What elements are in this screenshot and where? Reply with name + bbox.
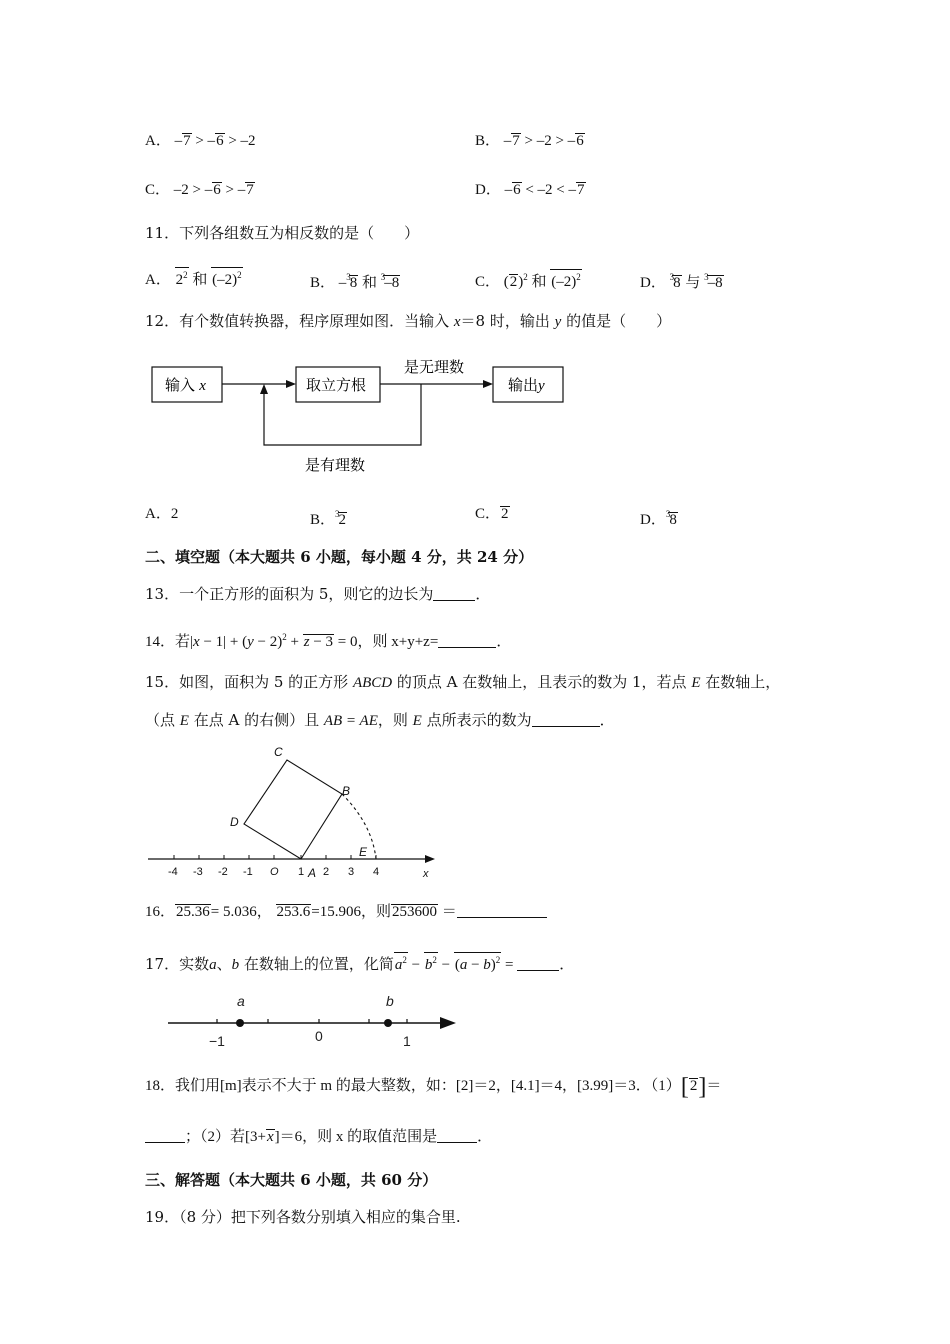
tick-label: 2 (323, 866, 330, 878)
rational-label: 是有理数 (305, 457, 366, 474)
arrow-head (260, 384, 268, 394)
point-b (384, 1019, 392, 1027)
answer-blank (438, 633, 496, 648)
arrow-head (286, 380, 296, 388)
tick-label: 1 (298, 866, 305, 878)
vertex-label-b: B (342, 784, 351, 798)
q10-option-b: B． –7 > –2 > –6 (475, 133, 584, 149)
tick-label: 3 (348, 866, 355, 878)
q11-option-d: D． $^3$8 与 $^3$–8 (640, 272, 723, 291)
q18-line1: 18．我们用[m]表示不大于 m 的最大整数，如：[2]＝2，[4.1]＝4，[3.99]＝3．（1）[2]＝ (145, 1074, 722, 1100)
q10-option-d: D． –6 < –2 < –7 (475, 182, 585, 198)
tick-label: 1 (403, 1033, 411, 1049)
q18-line2: ；（2）若[3+x]＝6，则 x 的取值范围是 ． (145, 1127, 492, 1147)
q11-option-b: B． –$^3$8 和 $^3$–8 (310, 272, 400, 291)
tick-label: −1 (209, 1033, 225, 1049)
q12-option-a: A．2 (145, 506, 179, 522)
tick-label: -2 (218, 866, 228, 878)
q11-stem: 11．下列各组数互为相反数的是（ ） (145, 224, 420, 242)
q12-stem: 12．有个数值转换器，程序原理如图．当输入 x＝8 时，输出 y 的值是（ ） (145, 312, 672, 330)
axis-var-label: x (423, 868, 429, 880)
q15-line1: 15．如图，面积为 5 的正方形 ABCD 的顶点 A 在数轴上，且表示的数为 1，若点 E 在数轴上， (145, 673, 781, 691)
q11-option-a: A． $2^2$ 和 $(-2)^2$ (145, 267, 243, 290)
q12-option-c: C．2 (475, 506, 509, 522)
vertex-label-d: D (230, 815, 239, 829)
q14: 14．若$|x - 1| + (y - 2)^2 + z - 3 = 0$，则 x+y+z= ． (145, 632, 512, 650)
origin-label: O (270, 866, 279, 878)
tick-label: 4 (373, 866, 380, 878)
ab-numberline-figure (160, 988, 470, 1050)
input-label: 输入 x (165, 377, 206, 394)
answer-blank (457, 903, 547, 918)
axis-arrow (440, 1017, 456, 1029)
section-title: 三、解答题（本大题共 6 小题，共 60 分） (145, 1171, 438, 1189)
option-label: B． (475, 133, 501, 149)
option-label: C． (145, 182, 171, 198)
vertex-label-c: C (274, 745, 283, 759)
process-label: 取立方根 (306, 377, 367, 394)
option-label: D． (475, 182, 501, 198)
tick-label: -3 (193, 866, 203, 878)
q11-option-c: C． $(2)^2$ 和 $(-2)^2$ (475, 267, 582, 292)
option-label: A． (145, 133, 171, 149)
answer-blank (532, 712, 600, 727)
section-title: 二、填空题（本大题共 6 小题，每小题 4 分，共 24 分） (145, 548, 534, 566)
answer-blank (433, 586, 475, 601)
answer-blank (437, 1128, 477, 1143)
square-numberline-figure (140, 740, 450, 880)
answer-blank (517, 956, 559, 971)
flowchart-diagram (140, 350, 580, 480)
irrational-label: 是无理数 (404, 359, 465, 376)
square-abcd (244, 760, 342, 859)
answer-blank (145, 1128, 185, 1143)
tick-label: 0 (315, 1028, 323, 1044)
point-label-e: E (359, 845, 368, 859)
arrow-head (483, 380, 493, 388)
point-label-a: a (237, 993, 245, 1009)
output-label: 输出y (508, 377, 545, 394)
q12-option-b: B．$^3$2 (310, 509, 347, 528)
point-label-b: b (386, 993, 394, 1009)
q19: 19．（8 分）把下列各数分别填入相应的集合里. (145, 1208, 461, 1226)
tick-label: -1 (243, 866, 253, 878)
tick-label: -4 (168, 866, 178, 878)
q13: 13．一个正方形的面积为 5，则它的边长为 ． (145, 585, 491, 603)
q10-option-c: C． –2 > –6 > –7 (145, 182, 254, 198)
vertex-label-a: A (308, 866, 317, 880)
q10-option-a: A． –7 > –6 > –2 (145, 133, 256, 149)
q15-line2: （点 E 在点 A 的右侧）且 AB = AE，则 E 点所表示的数为 ． (145, 711, 615, 729)
axis-arrow (425, 855, 435, 863)
q16: 16．25.36= 5.036， 253.6=15.906，则253600 ＝ (145, 902, 547, 922)
q17: 17．实数a、b 在数轴上的位置，化简$a^2 - b^2 - (a - b)^2$ = ． (145, 952, 574, 975)
q12-option-d: D．$^3$8 (640, 509, 677, 528)
point-a (236, 1019, 244, 1027)
